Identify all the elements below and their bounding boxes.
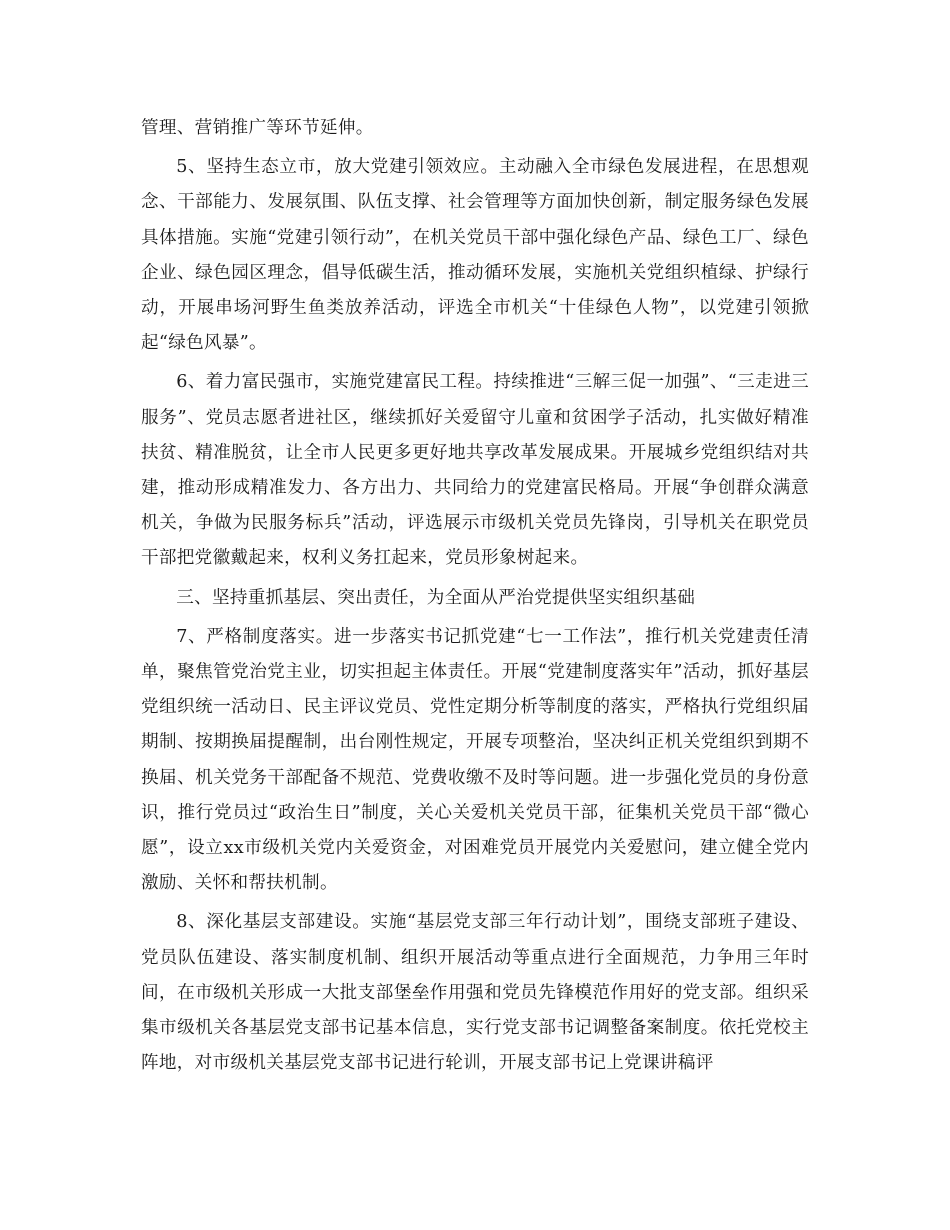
document-body bbox=[141, 111, 809, 1085]
paragraph-item-6: 6、着力富民强市，实施党建富民工程。持续推进“三解三促一加强”、“三走进三服务”、党员志愿者进社区，继续抓好关爱留守儿童和贫困学子活动，扎实做好精准扶贫、精准脱贫，让全市人民更多更好地共享改革发展成果。开展城乡党组织结对共建，推动形成精准发力、各方出力、共同给力的党建富民格局。开展“争创群众满意机关，争做为民服务标兵”活动，评选展示市级机关党员先锋岗，引导机关在职党员干部把党徽戴起来，权利义务扛起来，党员形象树起来。 bbox=[141, 372, 809, 569]
paragraph-item-5: 5、坚持生态立市，放大党建引领效应。主动融入全市绿色发展进程，在思想观念、干部能力、发展氛围、队伍支撑、社会管理等方面加快创新，制定服务绿色发展具体措施。实施“党建引领行动”，在机关党员干部中强化绿色产品、绿色工厂、绿色企业、绿色园区理念，倡导低碳生活，推动循环发展，实施机关党组织植绿、护绿行动，开展串场河野生鱼类放养活动，评选全市机关“十佳绿色人物”，以党建引领掀起“绿色风暴”。 bbox=[141, 157, 809, 354]
paragraph-item-7: 7、严格制度落实。进一步落实书记抓党建“七一工作法”，推行机关党建责任清单，聚焦管党治党主业，切实担起主体责任。开展“党建制度落实年”活动，抓好基层党组织统一活动日、民主评议党员、党性定期分析等制度的落实，严格执行党组织届期制、按期换届提醒制，出台刚性规定，开展专项整治，坚决纠正机关党组织到期不换届、机关党务干部配备不规范、党费收缴不及时等问题。进一步强化党员的身份意识，推行党员过“政治生日”制度，关心关爱机关党员干部，征集机关党员干部“微心愿”，设立xx市级机关党内关爱资金，对困难党员开展党内关爱慰问，建立健全党内激励、关怀和帮扶机制。 bbox=[141, 626, 809, 894]
paragraph-item-8: 8、深化基层支部建设。实施“基层党支部三年行动计划”，围绕支部班子建设、党员队伍建设、落实制度机制、组织开展活动等重点进行全面规范，力争用三年时间，在市级机关形成一大批支部堡垒作用强和党员先锋模范作用好的党支部。组织采集市级机关各基层党支部书记基本信息，实行党支部书记调整备案制度。依托党校主阵地，对市级机关基层党支部书记进行轮训，开展支部书记上党课讲稿评 bbox=[141, 912, 809, 1074]
section-heading-3: 三、坚持重抓基层、突出责任，为全面从严治党提供坚实组织基础 bbox=[176, 587, 696, 608]
paragraph-continuation: 管理、营销推广等环节延伸。 bbox=[141, 118, 374, 138]
